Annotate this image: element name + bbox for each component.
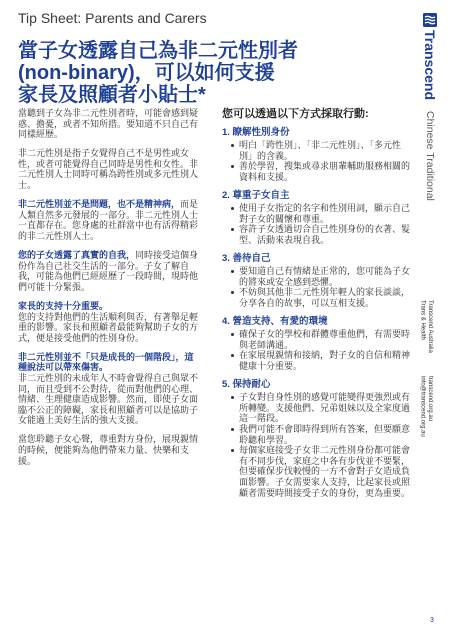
language-label: Chinese Traditional [424,111,436,201]
action-section [222,380,414,499]
title-line: (non-binary)，可以如何支援 [18,62,275,84]
action-section [222,191,414,246]
paragraph-text: 非二元性別是指子女覺得自己不是男性或女性，或者可能覺得自己同時是男性和女性。非二元性別人士同時可稱為跨性別或多元性別人士。 [18,148,199,191]
action-section [222,128,414,183]
bullet-item: 容許子女透過切合自己性別身份的衣著、髮型、活動來表現自我。 [239,224,411,246]
brand-logo-text: Transcend [422,30,438,101]
paragraph-lead: 您的子女透露了真實的自我， [18,250,136,261]
paragraph-text: 非二元性別的未成年人不時會覺得自己與眾不同，而且受到不公對待，從而對他們的心理、情緒、生理健康造成影響。然而，即使子女面臨不公正的障礙，家長和照顧者可以是協助子女能過上美好生活的強大支援。 [18,372,199,426]
page-number: 3 [430,617,434,624]
actions-column [222,107,414,506]
paragraph-text: 您的支持對他們的生活順利與否，有著舉足輕重的影響。家長和照顧者最能夠幫助子女的方式，便是接受他們的性別身份。 [18,311,199,343]
body-paragraph [18,108,202,140]
section-title: 2. 尊重子女自主 [222,189,290,201]
section-title: 5. 保持耐心 [222,378,271,390]
bullet-item: 要知道自己有情緒是正常的，您可能為子女的將來或安全感到恐懼。 [239,266,411,287]
body-paragraph [18,199,202,241]
bullet-item: 明白「跨性別」、「非二元性別」、「多元性別」的含義。 [239,140,411,161]
bullet-item: 善於學習，搜集或尋求朋輩輔助服務相關的資料和支援。 [239,161,411,183]
section-title: 4. 營造支持、有愛的環境 [222,315,328,327]
body-paragraph [18,352,202,426]
intro-column [18,108,202,475]
body-paragraph [18,434,202,466]
body-paragraph [18,148,202,190]
bullet-item: 不妨與其他非二元性別年輕人的家長談談，分享各自的故事，可以互相支援。 [239,287,411,308]
organisation-info [418,300,433,353]
title-line: 當子女透露自己為非二元性別者 [18,40,298,62]
bullet-item: 在家展現親情和接納，對子女的自信和精神健康十分重要。 [239,350,411,371]
paragraph-lead: 家長的支持十分重要。 [18,300,109,311]
section-title: 1. 瞭解性別身份 [222,126,290,138]
action-section [222,317,414,372]
body-paragraph [18,250,202,292]
bullet-list [222,329,414,371]
bullet-list [222,140,414,182]
section-title: 3. 善待自己 [222,252,271,264]
tip-sheet-label: Tip Sheet: Parents and Carers [18,10,207,26]
paragraph-text: 當聽到子女為非二元性別者時，可能會感到疑惑、擔憂，或者不知所措。要知道不只自己有同樣經歷。 [18,108,199,140]
actions-heading: 您可以透過以下方式採取行動: [222,108,369,120]
paragraph-lead: 非二元性別並不是問題，也不是精神病， [18,199,181,210]
organisation-tagline: Trans & Health [419,300,426,340]
paragraph-text: 當您聆聽子女心聲，尊重對方身份，展現親情的時候，便能夠為他們帶來力量、快樂和支援。 [18,434,199,466]
title-line: 家長及照顧者小貼士* [18,84,206,106]
bullet-item: 使用子女指定的名字和性別用詞，顯示自己對子女的關懷和尊重。 [239,203,411,224]
paragraph-text: 同時接受這個身份作為自己社交生活的一部分。子女了解自我，可能為他們已經經歷了一段時間，現時他們可能十分緊張。 [18,250,199,292]
bullet-list [222,203,414,245]
action-section [222,254,414,309]
bullet-item: 子女對自身性別的感覺可能變得更強烈或有所轉變。支援他們、兄弟姐妹以及全家度過這一階段。 [239,392,411,424]
bullet-item: 確保子女的學校和群體尊重他們，有需要時與老師溝通。 [239,329,411,350]
organisation-name: Transcend Australia [427,300,433,353]
email-link[interactable]: info@transcend.org.au [419,376,426,437]
bullet-item: 我們可能不會即時得到所有答案，但要願意聆聽和學習。 [239,423,411,445]
body-paragraph [18,301,202,343]
page-title [18,40,408,106]
website-link[interactable]: transcend.org.au [427,376,433,422]
paragraph-text: 而是人類自然多元發展的一部分。非二元性別人士一直都存在。您身處的社群當中也有活得精彩的非二元性別人士。 [18,199,199,241]
transcend-logo-icon [423,13,437,27]
bullet-list [222,392,414,498]
paragraph-lead: 非二元性別並不「只是成長的一個階段」，這種說法可以帶來傷害。 [18,351,194,373]
bullet-item: 每個家庭接受子女非二元性別身份都可能會有不同步伐，家庭之中各有步伐並不要緊，但要確保步伐較慢的一方不會對子女造成負面影響。子女需要家人支持，比起家長或照顧者需要時間接受子女的身份，更為重要。 [239,445,411,498]
contact-info [418,376,433,437]
bullet-list [222,266,414,308]
